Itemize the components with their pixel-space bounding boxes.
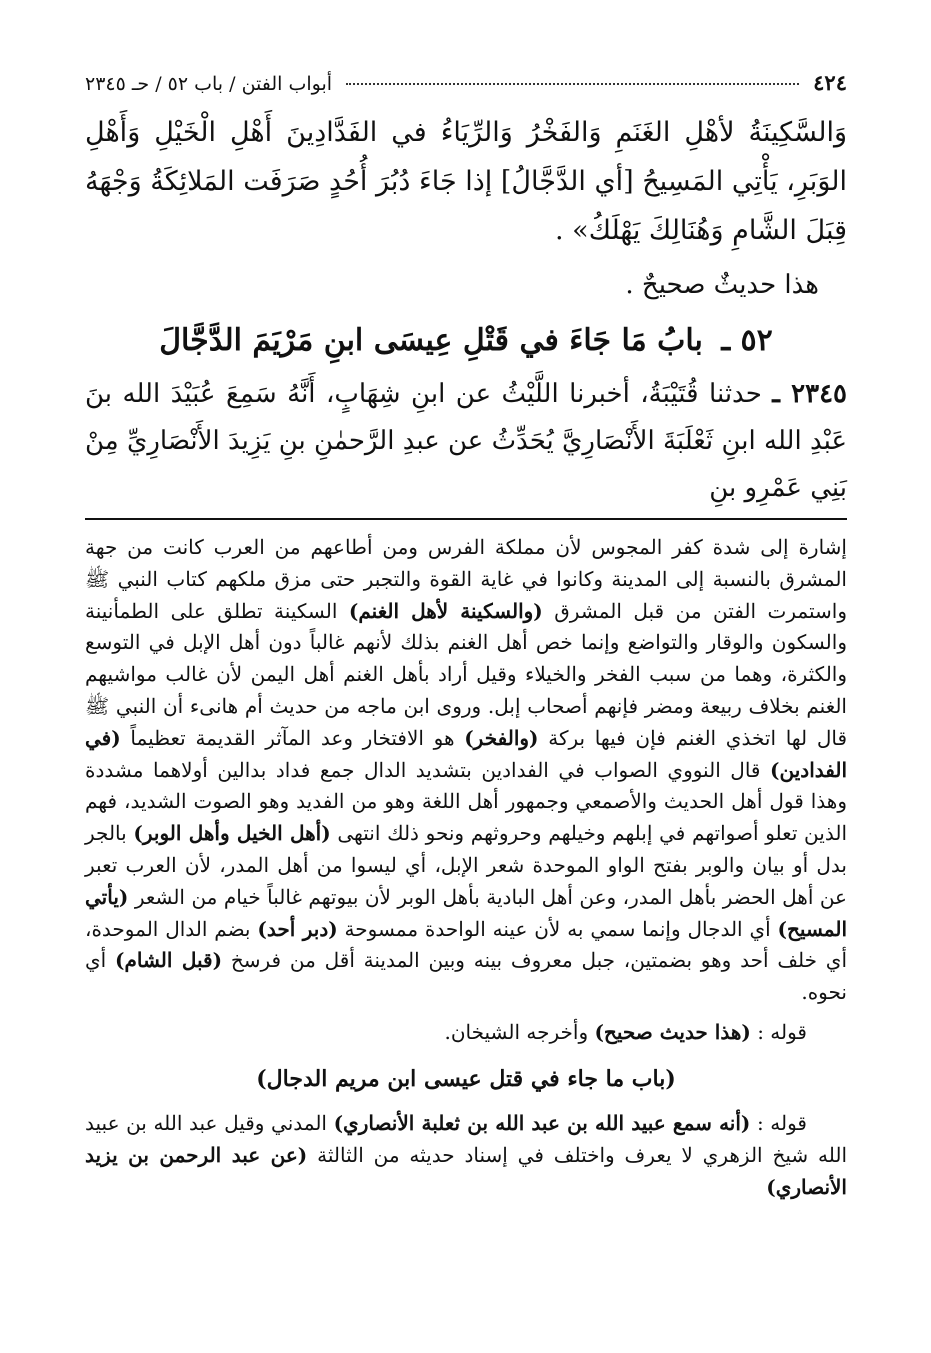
hadith-text-continuation: وَالسَّكِينَةُ لأهْلِ الغَنَمِ وَالفَخْرُ وَالرِّيَاءُ في الفَدَّادِينَ أَهْلِ الْخَيْلِ وَأَهْلِ الوَبَرِ، يَأْتِي المَسِيحُ [أي الدَّجَّالُ] إذا جَاءَ دُبُرَ أُحُدٍ صَرَفَت المَلائِكَةُ وَجْهَهُ قِبَلَ الشَّامِ وَهُنَالِكَ يَهْلَكُ» . bbox=[85, 117, 847, 246]
qawl-quote: (أنه سمع عبيد الله بن عبد الله بن ثعلبة الأنصاري) bbox=[333, 1110, 751, 1135]
qawl-quote: (عن عبد الرحمن بن يزيد الأنصاري) bbox=[85, 1142, 847, 1199]
commentary-qawl-verdict bbox=[85, 1015, 807, 1049]
qawl-label: قوله : bbox=[757, 1019, 807, 1044]
commentary-quote: (والسكينة لأهل الغنم) bbox=[348, 598, 543, 623]
qawl-quote: (هذا حديث صحيح) bbox=[594, 1019, 751, 1044]
commentary-text: إشارة إلى شدة كفر المجوس لأن مملكة الفرس ومن أطاعهم من العرب كانت من جهة المشرق بالنسبة إلى المدينة وكانوا في غاية القوة والتجبر حتى مزق ملكهم كتاب النبي ﷺ واستمرت الفتن من قبل المشرق bbox=[85, 535, 847, 623]
hadith-isnad: حدثنا قُتَيْبَةُ، أخبرنا اللَّيْثُ عن ابنِ شِهَابٍ، أَنَّهُ سَمِعَ عُبَيْدَ الله بنَ عَبْدِ الله ابنِ ثَعْلَبَةَ الأَنْصَارِيَّ يُحَدِّثُ عن عبدِ الرَّحمٰنِ بنِ يَزِيدَ الأَنْصَارِيِّ مِنْ بَنِي عَمْرِو بنِ bbox=[85, 379, 847, 503]
commentary-qawl-isnad bbox=[85, 1107, 847, 1203]
commentary-text: السكينة تطلق على الطمأنينة والسكون والوقار والتواضع وإنما خص أهل الغنم بذلك لأنهم غالباً دون أهل الإبل في التوسع والكثرة، وهما من سبب الفخر والخيلاء وقيل أراد بأهل الغنم أهل اليمن لأن غالب مواشيهم الغنم بخلاف ربيعة ومضر فإنهم أصحاب إبل. وروى ابن ماجه من حديث أم هانىء أن النبي ﷺ قال لها اتخذي الغنم فإن فيها بركة bbox=[85, 598, 848, 750]
commentary-quote: (دبر أحد) bbox=[257, 916, 338, 941]
commentary-text: أي الدجال وإنما سمي به لأن عينه الواحدة ممسوحة bbox=[344, 916, 771, 941]
book-page bbox=[85, 70, 847, 1310]
commentary-quote: (يأتي المسيح) bbox=[85, 884, 847, 941]
commentary-quote: (في الفدادين) bbox=[85, 725, 848, 782]
chapter-number: ٥٢ ـ bbox=[721, 323, 773, 358]
commentary-text: قال النووي الصواب في الفدادين بتشديد الدال جمع فداد بدالين أولاهما مشددة وهذا قول أهل الحديث والأصمعي وجمهور أهل اللغة وهو من الفديد وهو الصوت الشديد، فهم الذين تعلو أصواتهم في إبلهم وخيلهم وحروثهم ونحو ذلك انتهى bbox=[85, 757, 848, 846]
hadith-number: ٢٣٤٥ ـ bbox=[772, 379, 848, 409]
qawl-text: وأخرجه الشيخان. bbox=[444, 1019, 589, 1044]
qawl-text: المدني وقيل عبد الله بن عبيد الله شيخ الزهري لا يعرف واختلف في إسناد حديثه من الثالثة bbox=[85, 1110, 848, 1167]
commentary-text: أي نحوه. bbox=[85, 948, 847, 1005]
footnote-divider bbox=[85, 518, 847, 520]
hadith-2345 bbox=[85, 371, 847, 512]
header-dotted-leader bbox=[346, 83, 799, 85]
commentary-text: هو الافتخار وعد المآثر القديمة تعظيماً bbox=[130, 725, 455, 750]
chapter-heading bbox=[85, 315, 847, 367]
running-title: أبواب الفتن / باب ٥٢ / حـ ٢٣٤٥ bbox=[85, 73, 333, 95]
chapter-title: بابُ مَا جَاءَ في قَتْلِ عِيسَى ابنِ مَرْيَمَ الدَّجَّالَ bbox=[159, 323, 703, 358]
commentary-chapter-heading: (باب ما جاء في قتل عيسى ابن مريم الدجال) bbox=[256, 1065, 676, 1092]
qawl-label: قوله : bbox=[756, 1110, 807, 1135]
commentary-text: بضم الدال الموحدة، أي خلف أحد وهو بضمتين، جبل معروف بينه وبين المدينة أقل من فرسخ bbox=[85, 916, 848, 973]
commentary-quote: (والفخر) bbox=[464, 725, 539, 750]
commentary-quote: (قبل الشام) bbox=[115, 948, 223, 973]
commentary-quote: (أهل الخيل وأهل الوبر) bbox=[133, 821, 331, 846]
page-number: ٤٢٤ bbox=[813, 70, 847, 95]
running-header bbox=[85, 70, 847, 108]
hadith-verdict: هذا حديثٌ صحيحٌ . bbox=[625, 270, 819, 300]
commentary-text: بالجر بدل أو بيان والوبر بفتح الواو الموحدة شعر الإبل، أي ليسوا من أهل المدر، لأن العرب تعبر عن أهل الحضر بأهل المدر، وعن أهل البادية بأهل الوبر لأن بيوتهم غالباً خيام من الشعر bbox=[85, 821, 847, 909]
commentary-paragraph bbox=[85, 532, 847, 1009]
